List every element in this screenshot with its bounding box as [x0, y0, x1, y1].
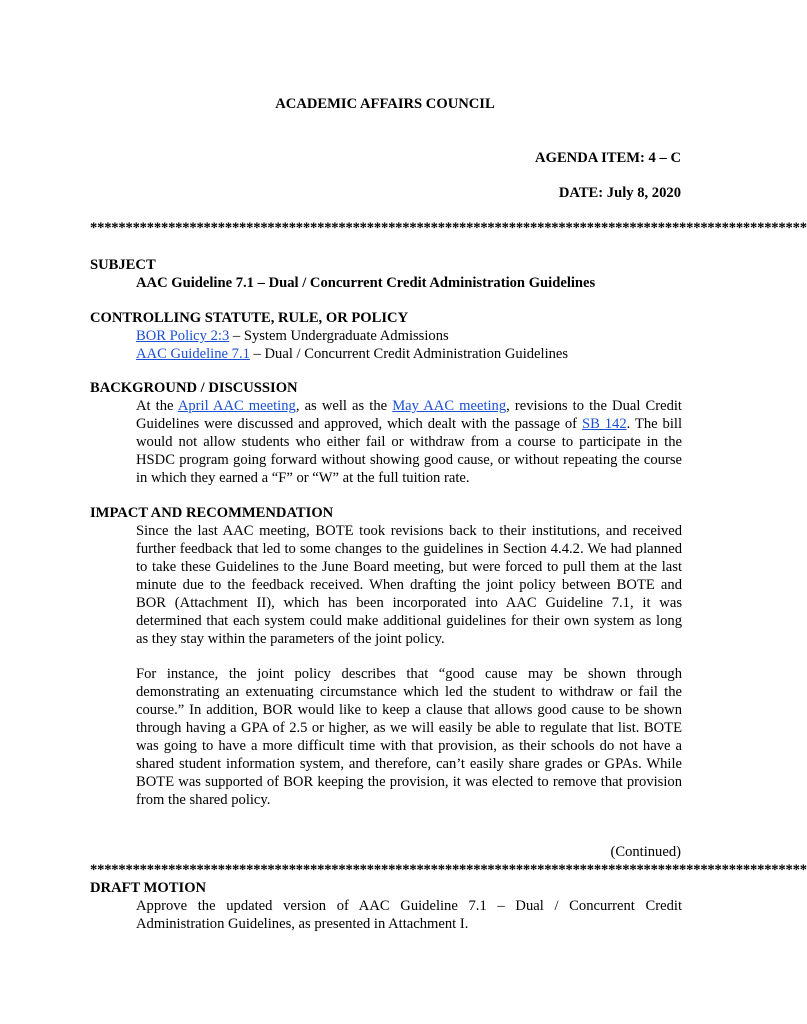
separator-line-top: ***************************************************************************************************** [90, 220, 807, 236]
separator-line-bottom: ***************************************************************************************************** [90, 862, 807, 878]
background-section [90, 379, 682, 487]
impact-heading: IMPACT AND RECOMMENDATION [90, 505, 334, 521]
council-title: ACADEMIC AFFAIRS COUNCIL [275, 96, 495, 112]
background-heading: BACKGROUND / DISCUSSION [90, 380, 298, 396]
subject-text: AAC Guideline 7.1 – Dual / Concurrent Credit Administration Guidelines [136, 275, 596, 291]
impact-body [136, 522, 682, 809]
background-text [136, 397, 682, 487]
impact-paragraph-1: Since the last AAC meeting, BOTE took revisions back to their institutions, and received further feedback that led to some changes to the guidelines in Section 4.4.2. We had planned to take these Guidelines to the June Board meeting, but were forced to pull them at the last minute due to the feedback received. When drafting the joint policy between BOTE and BOR (Attachment II), which has been incorporated into AAC Guideline 7.1, it was determined that each system could make additional guidelines for their own system as long as they stay within the parameters of the joint policy. [136, 523, 682, 647]
background-text-part: . The bill would not allow students who either fail or withdraw from a course to participate in the HSDC program going forward without showing good cause, or without repeating the course in which they earned a “F” or “W” at the full tuition rate. [136, 416, 683, 486]
subject-heading: SUBJECT [90, 257, 156, 273]
background-text-part: , as well as the [295, 398, 393, 414]
aac-guideline-link[interactable]: AAC Guideline 7.1 [136, 346, 250, 362]
impact-paragraph-2: For instance, the joint policy describes that “good cause may be shown through demonstrating an extenuating circumstance which led the student to withdraw or fail the course.” In addition, BOR would like to keep a clause that allows good cause to be shown through having a GPA of 2.5 or higher, as we will easily be able to regulate that list. BOTE was going to have a more difficult time with that provision, as their schools do not have a shared student information system, and therefore, can’t easily share grades or GPAs. While BOTE was supported of BOR keeping the provision, it was elected to remove that provision from the shared policy. [136, 666, 682, 808]
background-text-part: At the [136, 398, 178, 414]
continued-note: (Continued) [610, 844, 681, 860]
controlling-item [136, 345, 682, 363]
april-meeting-link[interactable]: April AAC meeting [177, 398, 296, 414]
background-text-part: , revisions to the Dual Credit Guidelines were discussed and approved, which dealt with the passage of [136, 398, 682, 432]
controlling-item-text: – System Undergraduate Admissions [229, 328, 449, 344]
meeting-date: DATE: July 8, 2020 [558, 185, 681, 201]
controlling-item-text: – Dual / Concurrent Credit Administration Guidelines [249, 346, 569, 362]
motion-heading: DRAFT MOTION [90, 880, 207, 896]
controlling-heading: CONTROLLING STATUTE, RULE, OR POLICY [90, 310, 409, 326]
may-meeting-link[interactable]: May AAC meeting [392, 398, 507, 414]
motion-text: Approve the updated version of AAC Guideline 7.1 – Dual / Concurrent Credit Administration Guidelines, as presented in Attachment I. [136, 898, 682, 932]
controlling-section [90, 309, 682, 363]
motion-section [90, 879, 682, 933]
impact-section [90, 504, 682, 809]
controlling-item [136, 327, 682, 345]
agenda-item: AGENDA ITEM: 4 – C [535, 150, 681, 166]
subject-section [90, 256, 682, 292]
bor-policy-link[interactable]: BOR Policy 2:3 [136, 328, 230, 344]
sb-142-link[interactable]: SB 142 [581, 416, 627, 432]
